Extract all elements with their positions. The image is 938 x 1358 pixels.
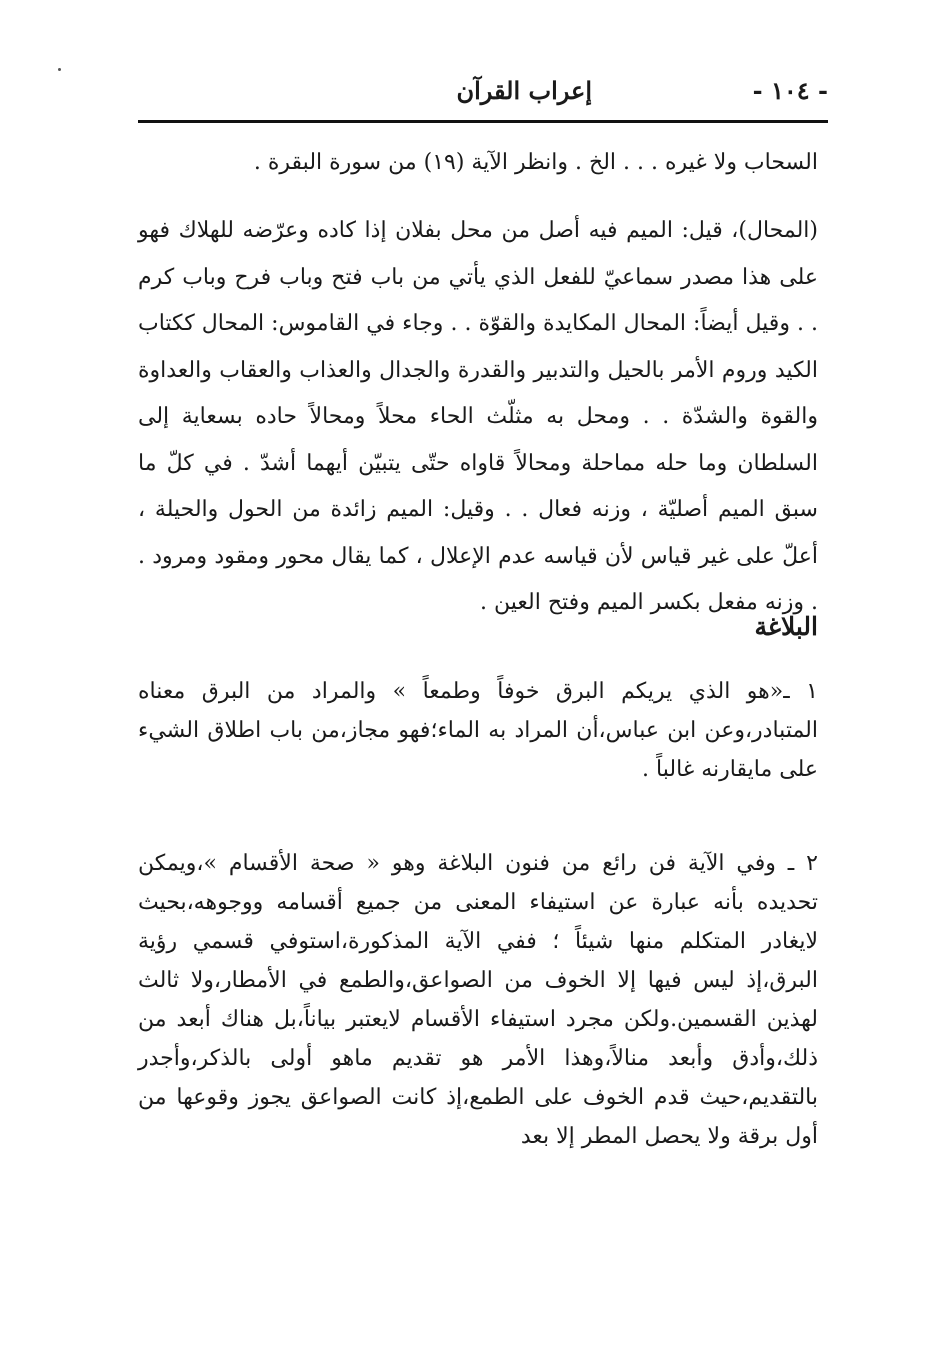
muhal-paragraph: (المحال)، قيل: الميم فيه أصل من محل بفلان إذا كاده وعرّضه للهلاك فهو على هذا مصدر سماعيّ للفعل الذي يأتي من باب فتح وباب فرح وباب كرم . . وقيل أيضاً: المحال المكايدة والقوّة . . وجاء في القاموس: المحال ككتاب الكيد وروم الأمر بالحيل والتدبير والقدرة والجدال والعذاب والعقاب والعداوة والقوة والشدّة . . ومحل به مثلّث الحاء محلاً ومحالاً حاده بسعاية إلى السلطان وما حله مماحلة ومحالاً قاواه حتّى يتبيّن أيهما أشدّ . في كلّ ما سبق الميم أصليّة ، وزنه فعال . . وقيل: الميم زائدة من الحول والحيلة ، أعلّ على غير قياس لأن قياسه عدم الإعلال ، كما يقال محور ومقود ومرود . . وزنه مفعل بكسر الميم وفتح العين . [138,218,818,615]
continued-paragraph: السحاب ولا غيره . . . الخ . وانظر الآية (١٩) من سورة البقرة . [253,150,818,175]
book-title: إعراب القرآن [456,76,592,105]
scan-speck [58,68,61,71]
balagha-heading: البلاغة [754,612,818,641]
balagha-point-2: ٢ ـ وفي الآية فن رائع من فنون البلاغة وهو « صحة الأقسام »،ويمكن تحديده بأنه عبارة عن استيفاء المعنى من جميع أقسامه ووجوهه،بحيث لايغادر المتكلم منها شيئاً ؛ ففي الآية المذكورة،استوفي قسمي رؤية البرق،إذ ليس فيها إلا الخوف من الصواعق،والطمع في الأمطار،ولا ثالث لهذين القسمين.ولكن مجرد استيفاء الأقسام لايعتبر بياناً،بل هناك أبعد من ذلك،وأدق وأبعد منالاً،وهذا الأمر هو تقديم ماهو أولى بالذكر،وأجدر بالتقديم،حيث قدم الخوف على الطمع،إذ كانت الصواعق يجوز وقوعها من أول برقة ولا يحصل المطر إلا بعد [138,851,819,1149]
page-header [138,72,828,118]
balagha-point-1: ١ ـ«هو الذي يريكم البرق خوفاً وطمعاً » والمراد من البرق معناه المتبادر،وعن ابن عباس،أن المراد به الماء؛فهو مجاز،من باب اطلاق الشيء على مايقارنه غالباً . [138,679,818,782]
header-rule [138,120,828,123]
page-number: - ١٠٤ - [752,76,828,105]
